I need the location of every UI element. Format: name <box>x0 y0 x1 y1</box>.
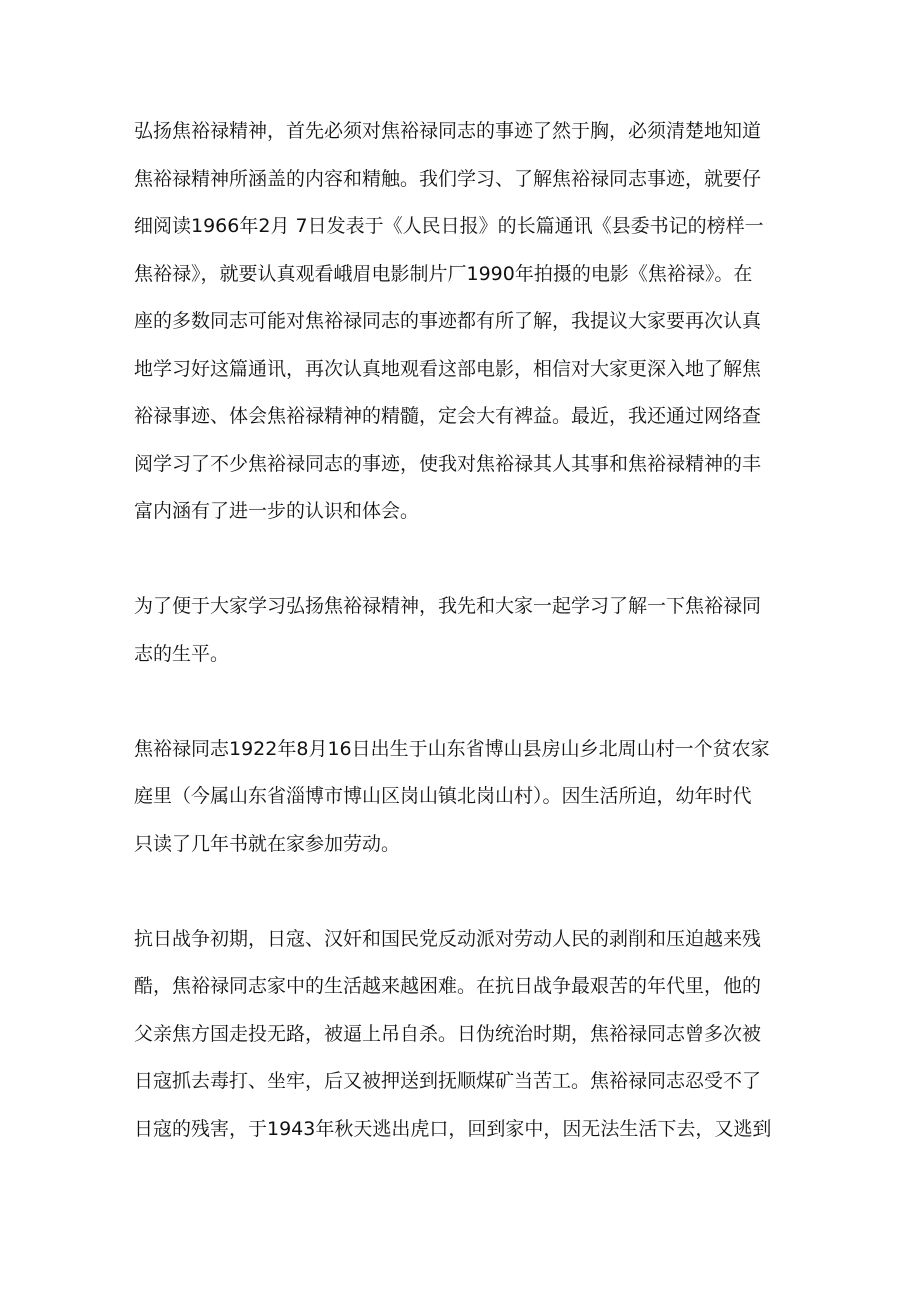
text-line: 裕禄事迹、体会焦裕禄精神的精髓，定会大有裨益。最近，我还通过网络查 <box>134 405 762 427</box>
text-line: 地学习好这篇通讯，再次认真地观看这部电影，相信对大家更深入地了解焦 <box>134 358 762 380</box>
text-line: 只读了几年书就在家参加劳动。 <box>134 833 401 855</box>
text-line: 抗日战争初期，日寇、汉奸和国民党反动派对劳动人民的剥削和压迫越来残 <box>134 928 762 950</box>
text-line: 焦裕禄同志1922年8月16日出生于山东省博山县房山乡北周山村一个贫农家 <box>134 738 770 760</box>
text-line: 日寇抓去毒打、坐牢，后又被押送到抚顺煤矿当苦工。焦裕禄同志忍受不了 <box>134 1070 762 1092</box>
text-line: 焦裕禄精神所涵盖的内容和精触。我们学习、了解焦裕禄同志事迹，就要仔 <box>134 168 762 190</box>
text-line: 富内涵有了进一步的认识和体会。 <box>134 500 420 522</box>
text-line: 焦裕禄》，就要认真观看峨眉电影制片厂1990年拍摄的电影《焦裕禄》。在 <box>134 263 753 285</box>
text-line: 庭里（今属山东省淄博市博山区岗山镇北岗山村）。因生活所迫，幼年时代 <box>134 785 752 807</box>
text-line: 座的多数同志可能对焦裕禄同志的事迹都有所了解，我提议大家要再次认真 <box>134 310 762 332</box>
text-line: 酷，焦裕禄同志家中的生活越来越困难。在抗日战争最艰苦的年代里，他的 <box>134 975 762 997</box>
text-line: 阅学习了不少焦裕禄同志的事迹，使我对焦裕禄其人其事和焦裕禄精神的丰 <box>134 453 762 475</box>
text-line: 弘扬焦裕禄精神，首先必须对焦裕禄同志的事迹了然于胸，必须清楚地知道 <box>134 120 762 142</box>
text-line: 细阅读1966年2月 7日发表于《人民日报》的长篇通讯《县委书记的榜样一 <box>134 215 764 237</box>
text-line: 父亲焦方国走投无路，被逼上吊自杀。日伪统治时期，焦裕禄同志曾多次被 <box>134 1023 762 1045</box>
text-line: 志的生平。 <box>134 643 230 665</box>
text-line: 日寇的残害，于1943年秋天逃出虎口，回到家中，因无法生活下去，又逃到 <box>134 1118 772 1140</box>
text-line: 为了便于大家学习弘扬焦裕禄精神，我先和大家一起学习了解一下焦裕禄同 <box>134 595 762 617</box>
